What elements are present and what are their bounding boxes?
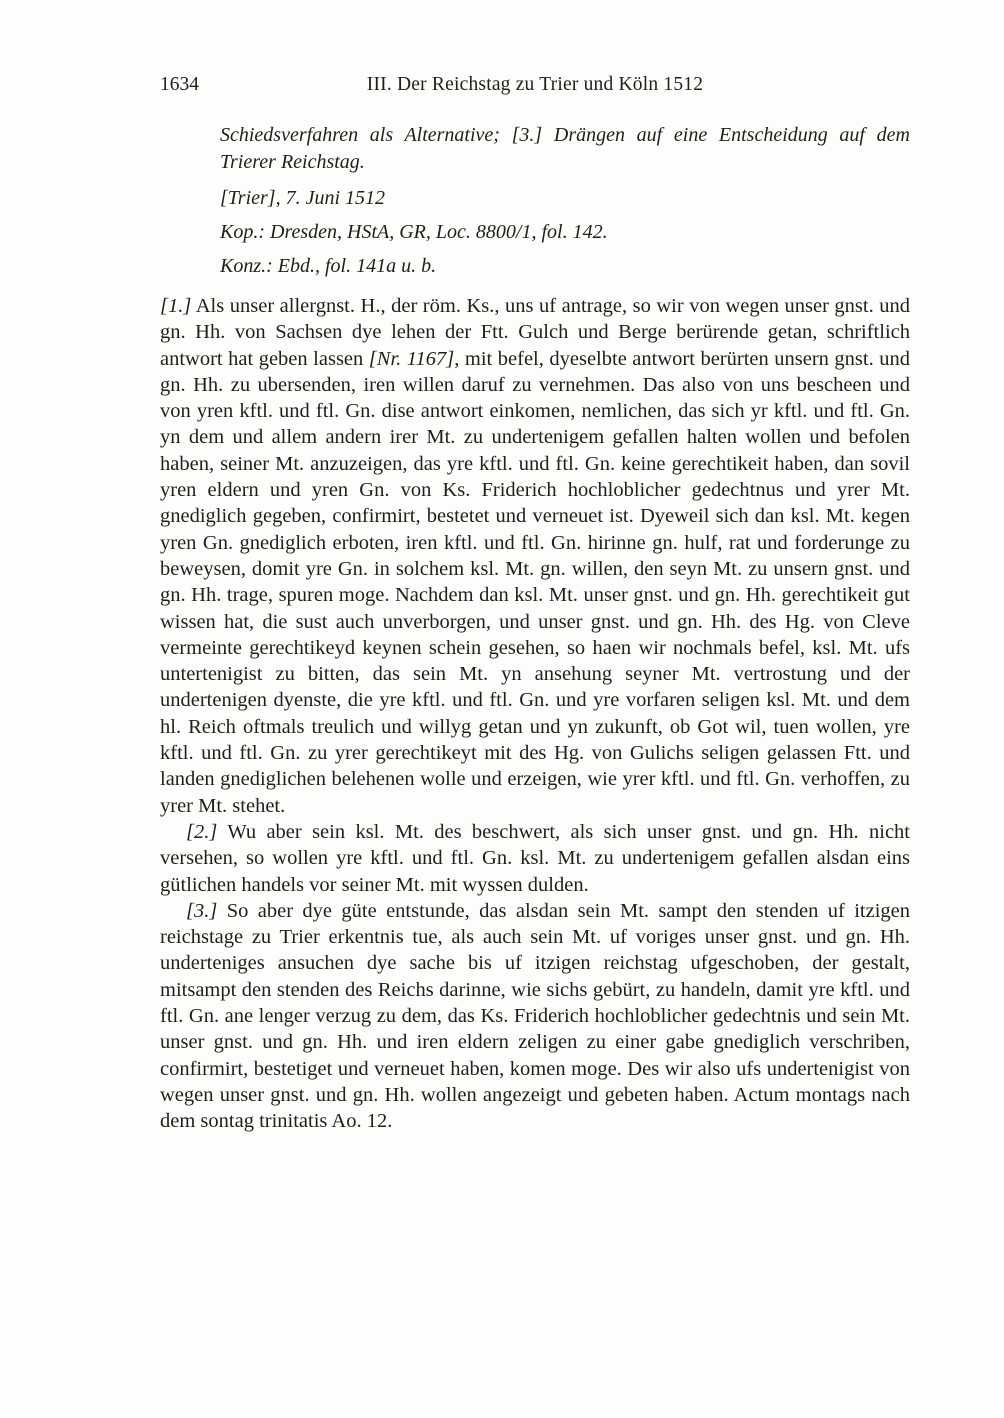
- paragraph-1-text-b: , mit befel, dyeselbte antwort berürten unsern gnst. und gn. Hh. zu ubersenden, iren willen daruf zu vernehmen. Das also von uns bescheen und von yren kftl. und ftl. Gn. dise antwort einkomen, nemlichen, das sich yr kftl. und ftl. Gn. yn dem und allem andern irer Mt. zu undertenigem gefallen halten wollen und befolen haben, seiner Mt. anzuzeigen, das yre kftl. und ftl. Gn. keine gerechtikeit haben, dan sovil yren eldern und yren Gn. von Ks. Friderich hochloblicher gedechtnus und yrer Mt. gnediglich gegeben, confirmirt, bestetet und verneuet ist. Dyeweil sich dan ksl. Mt. kegen yren Gn. gnediglich erboten, iren kftl. und ftl. Gn. hirinne gn. hulf, rat und forderunge zu beweysen, domit yre Gn. in solchem ksl. Mt. gn. willen, den seyn Mt. zu unsern gnst. und gn. Hh. trage, spuren moge. Nachdem dan ksl. Mt. unser gnst. und gn. Hh. gerechtikeit gut wissen hat, die sust auch unverborgen, und unser gnst. und gn. Hh. des Hg. von Cleve vermeinte gerechtikeyd keynen schein gesehen, so haen wir nochmals befel, ksl. Mt. ufs untertenigist zu bitten, das sein Mt. yn ansehung seyner Mt. vertrostung und der undertenigen dyenste, die yre kftl. und ftl. Gn. und yre vorfaren seligen ksl. Mt. und dem hl. Reich oftmals treulich und willyg getan und yn zukunft, ob Got wil, tuen wollen, yre kftl. und ftl. Gn. zu yrer gerechtikeyt mit des Hg. von Gulichs seligen gelassen Ftt. und landen gnediglichen belehenen wolle und erzeigen, wie yrer kftl. und ftl. Gn. verhoffen, zu yrer Mt. stehet.: [160, 347, 911, 817]
- paragraph-2-text: Wu aber sein ksl. Mt. des beschwert, als sich unser gnst. und gn. Hh. nicht versehen, so wollen yre kftl. und ftl. Gn. ksl. Mt. zu undertenigem gefallen alsdan eins gütlichen handels vor seiner Mt. mit wyssen dulden.: [160, 820, 910, 896]
- paragraph-3-text: So aber dye güte entstunde, das alsdan sein Mt. sampt den stenden uf itzigen reichstage zu Trier erkentnis tue, als auch sein Mt. uf voriges unser gnst. und gn. Hh. underteniges ansuchen dye sache bis uf itzigen reichstag ufgeschoben, der gestalt, mitsampt den stenden des Reichs darinne, wie sichs gebürt, zu handeln, damit yre kftl. und ftl. Gn. ane lenger verzug zu dem, das Ks. Friderich hochloblicher gedechtnis und sein Mt. unser gnst. und gn. Hh. und iren eldern zeligen zu einer gabe gnediglich verschriben, confirmirt, bestetiget und verneuet haben, komen moge. Des wir also ufs undertenigist von wegen unser gnst. und gn. Hh. wollen angezeigt und gebeten haben. Actum montags nach dem sontag trinitatis Ao. 12.: [160, 899, 910, 1133]
- nr-reference: [Nr. 1167]: [368, 347, 455, 370]
- page-number: 1634: [160, 74, 199, 95]
- paragraph-2-marker: [2.]: [186, 820, 218, 843]
- paragraph-3-marker: [3.]: [186, 899, 218, 922]
- running-header: III. Der Reichstag zu Trier und Köln 1512: [366, 74, 704, 95]
- heading-title: Schiedsverfahren als Alternative; [3.] Drängen auf eine Entscheidung auf dem Trierer Reichstag.: [220, 124, 910, 173]
- heading-source-konz: Konz.: Ebd., fol. 141a u. b.: [220, 255, 437, 277]
- document-heading: [160, 122, 910, 280]
- heading-source-kop: Kop.: Dresden, HStA, GR, Loc. 8800/1, fol. 142.: [220, 221, 608, 243]
- heading-dateline: [Trier], 7. Juni 1512: [220, 187, 386, 209]
- paragraph-2: [160, 819, 910, 898]
- paragraph-1: [160, 293, 910, 819]
- paragraph-3: [160, 898, 910, 1135]
- paragraph-1-text-a: Als unser allergnst. H., der röm. Ks., uns uf antrage, so wir von wegen unser gnst. und gn. Hh. von Sachsen dye lehen der Ftt. Gulch und Berge berürende getan, schriftlich antwort hat geben lassen: [160, 295, 910, 370]
- page-header: [160, 74, 910, 100]
- document-body: [160, 293, 910, 1135]
- paragraph-1-marker: [1.]: [160, 295, 192, 317]
